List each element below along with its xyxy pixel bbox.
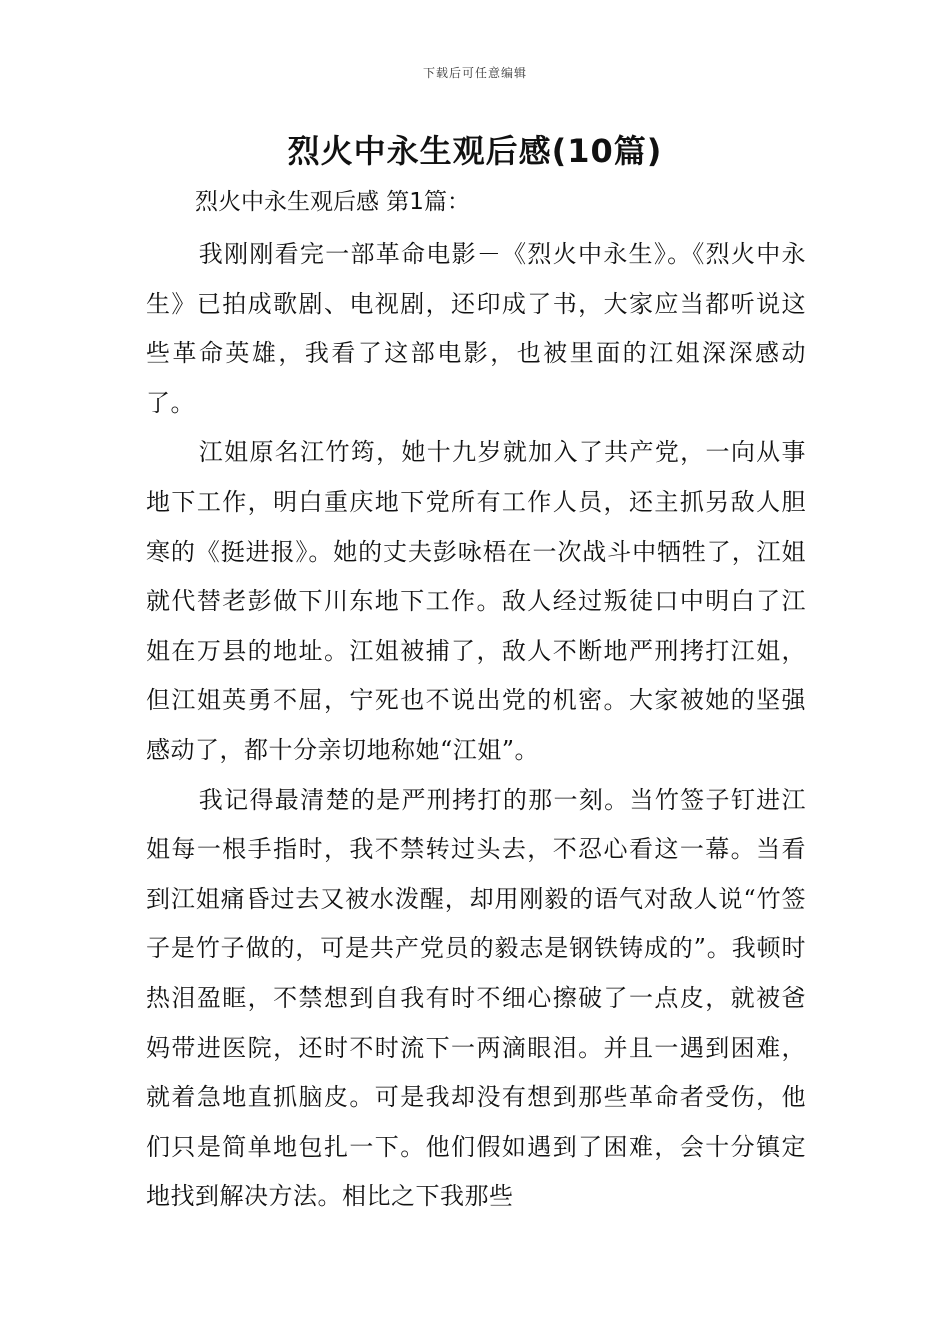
document-body bbox=[146, 178, 806, 1222]
paragraph-2: 江姐原名江竹筠，她十九岁就加入了共产党，一向从事地下工作，明白重庆地下党所有工作人员，还主抓另敌人胆寒的《挺进报》。她的丈夫彭咏梧在一次战斗中牺牲了，江姐就代替老彭做下川东地下工作。敌人经过叛徒口中明白了江姐在万县的地址。江姐被捕了，敌人不断地严刑拷打江姐，但江姐英勇不屈，宁死也不说出党的机密。大家被她的坚强感动了，都十分亲切地称她“江姐”。 bbox=[146, 438, 806, 764]
document-title: 烈火中永生观后感(10篇) bbox=[287, 132, 663, 170]
paragraph-3: 我记得最清楚的是严刑拷打的那一刻。当竹签子钉进江姐每一根手指时，我不禁转过头去，不忍心看这一幕。当看到江姐痛昏过去又被水泼醒，却用刚毅的语气对敌人说“竹签子是竹子做的，可是共产党员的毅志是钢铁铸成的”。我顿时热泪盈眶，不禁想到自我有时不细心擦破了一点皮，就被爸妈带进医院，还时不时流下一两滴眼泪。并且一遇到困难，就着急地直抓脑皮。可是我却没有想到那些革命者受伤，他们只是简单地包扎一下。他们假如遇到了困难，会十分镇定地找到解决方法。相比之下我那些 bbox=[146, 785, 806, 1211]
paragraph-1: 我刚刚看完一部革命电影－《烈火中永生》。《烈火中永生》已拍成歌剧、电视剧，还印成了书，大家应当都听说这些革命英雄，我看了这部电影，也被里面的江姐深深感动了。 bbox=[146, 240, 806, 417]
page-header: 下载后可任意编辑 bbox=[422, 66, 527, 80]
section-subtitle: 烈火中永生观后感 第1篇： bbox=[195, 189, 470, 215]
